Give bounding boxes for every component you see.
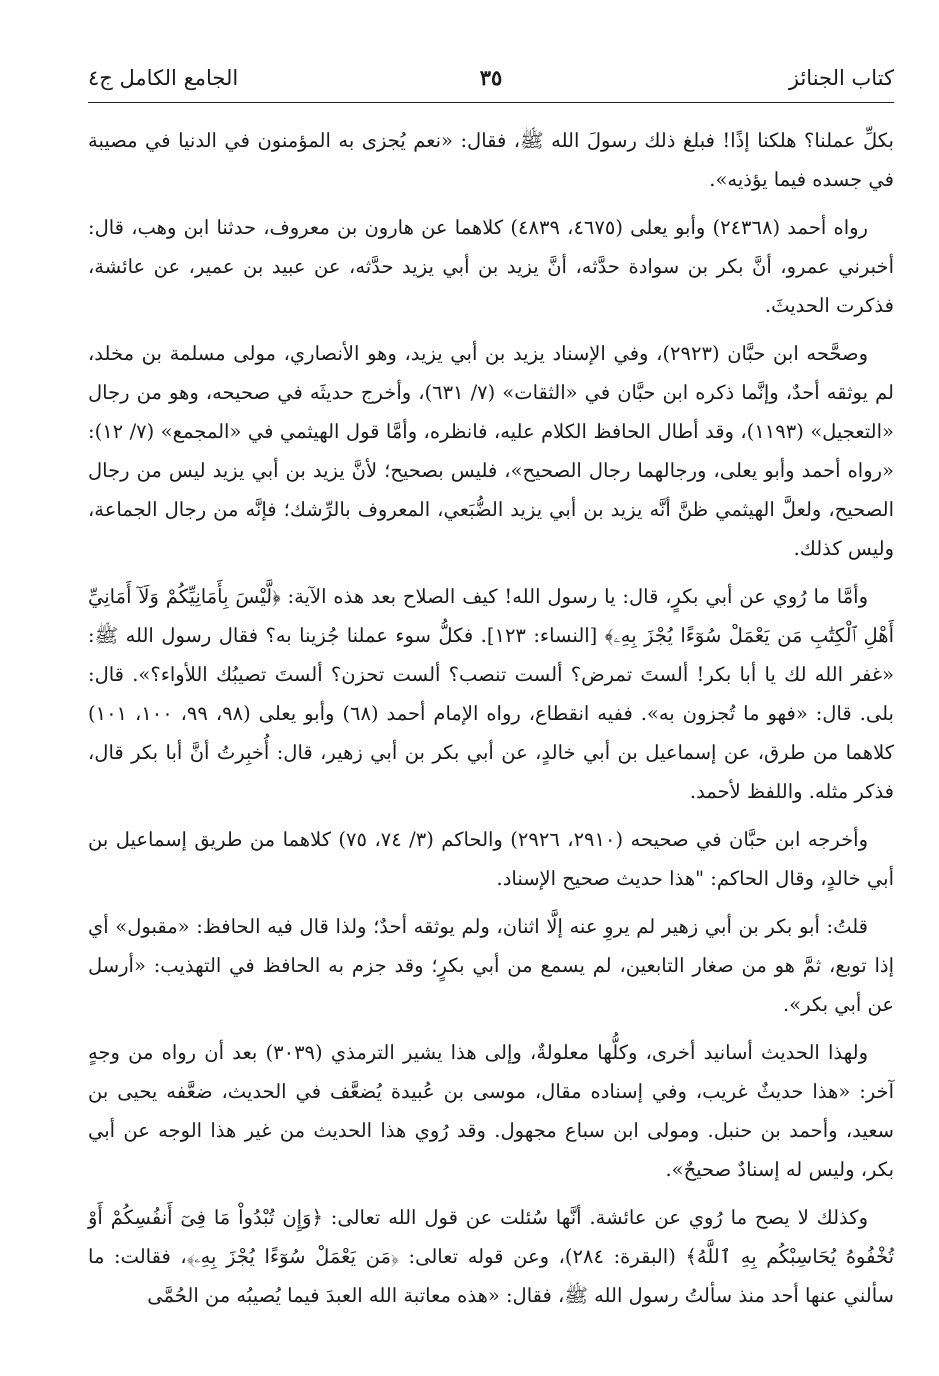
paragraph: وصحَّحه ابن حبَّان (٢٩٢٣)، وفي الإسناد يزيد بن أبي يزيد، وهو الأنصاري، مولى مسلمة بن مخلد، لم يوثقه أحدٌ، وإنَّما ذكره ابن حبَّان في «الثقات» (٧/ ٦٣١)، وأخرج حديثَه في صحيحه، وهو من رجال «التعجيل» (١١٩٣)، وقد أطال الحافظ الكلام عليه، فانظره، وأمَّا قول الهيثمي في «المجمع» (٧/ ١٢): «رواه أحمد وأبو يعلى، ورجالهما رجال الصحيح»، فليس بصحيح؛ لأنَّ يزيد بن أبي يزيد ليس من رجال الصحيح، ولعلَّ الهيثمي ظنَّ أنَّه يزيد بن أبي يزيد الضُّبَعي، المعروف بالرِّشك؛ فإنَّه من رجال الجماعة، وليس كذلك. [88, 342, 894, 560]
paragraph: ولهذا الحديث أسانيد أخرى، وكلُّها معلولةٌ، وإلى هذا يشير الترمذي (٣٠٣٩) بعد أن رواه من وجهٍ آخر: «هذا حديثٌ غريب، وفي إسناده مقال، موسى بن عُبيدة يُضعَّف في الحديث، ضعَّفه يحيى بن سعيد، وأحمد بن حنبل. ومولى ابن سباع مجهول. وقد رُوي هذا الحديث من غير هذا الوجه عن أبي بكر، وليس له إسنادٌ صحيحٌ». [88, 1041, 894, 1181]
header-rule [88, 102, 894, 103]
book-page [88, 60, 894, 1324]
paragraph: وكذلك لا يصح ما رُوي عن عائشة. أنَّها سُئلت عن قول الله تعالى: ﴿وَإِن تُبْدُواْ مَا فِىٓ أَنفُسِكُمْ أَوْ تُخْفُوهُ يُحَاسِبْكُم بِهِ ٱللَّهُ﴾ (البقرة: ٢٨٤)، وعن قوله تعالى: ﴿مَن يَعْمَلْ سُوٓءًا يُجْزَ بِهِۦ﴾، فقالت: ما سألني عنها أحد منذ سألتُ رسول الله ﷺ، فقال: «هذه معاتبة الله العبدَ فيما يُصيبُه من الحُمَّى [88, 1206, 894, 1307]
body-text [88, 121, 894, 1315]
paragraph: بكلِّ عملنا؟ هلكنا إذًا! فبلغ ذلك رسولَ الله ﷺ، فقال: «نعم يُجزى به المؤمنون في الدنيا في مصيبة في جسده فيما يؤذيه». [88, 129, 894, 191]
paragraph: قلتُ: أبو بكر بن أبي زهير لم يروِ عنه إلَّا اثنان، ولم يوثقه أحدٌ؛ ولذا قال فيه الحافظ: «مقبول» أي إذا توبع، ثمَّ هو من صغار التابعين، لم يسمع من أبي بكرٍ؛ وقد جزم به الحافظ في التهذيب: «أرسل عن أبي بكر». [88, 915, 894, 1016]
paragraph: وأخرجه ابن حبَّان في صحيحه (٢٩١٠، ٢٩٢٦) والحاكم (٣/ ٧٤، ٧٥) كلاهما من طريق إسماعيل بن أبي خالدٍ، وقال الحاكم: "هذا حديث صحيح الإسناد. [88, 828, 894, 890]
page-number: ٣٥ [479, 65, 503, 90]
paragraph: وأمَّا ما رُوي عن أبي بكرٍ، قال: يا رسول الله! كيف الصلاح بعد هذه الآية: ﴿لَّيْسَ بِأَمَانِيِّكُمْ وَلَآ أَمَانِيِّ أَهْلِ ٱلْكِتَٰبِ مَن يَعْمَلْ سُوٓءًا يُجْزَ بِهِۦ﴾ [النساء: ١٢٣]. فكلُّ سوء عملنا جُزينا به؟ فقال رسول الله ﷺ: «غفر الله لك يا أبا بكر! ألستَ تمرض؟ ألست تنصب؟ ألست تحزن؟ ألستَ تصيبُك اللأواء؟». قال: بلى. قال: «فهو ما تُجزون به». ففيه انقطاع، رواه الإمام أحمد (٦٨) وأبو يعلى (٩٨، ٩٩، ١٠٠، ١٠١) كلاهما من طرق، عن إسماعيل بن أبي خالدٍ، عن أبي بكر بن أبي زهير، قال: أُخبِرتُ أنَّ أبا بكر قال، فذكر مثله. واللفظ لأحمد. [88, 585, 894, 803]
running-header [88, 60, 894, 96]
paragraph: رواه أحمد (٢٤٣٦٨) وأبو يعلى (٤٦٧٥، ٤٨٣٩) كلاهما عن هارون بن معروف، حدثنا ابن وهب، قال: أخبرني عمرو، أنَّ بكر بن سوادة حدَّثه، أنَّ يزيد بن أبي يزيد حدَّثه، عن عبيد بن عمير، عن عائشة، فذكرت الحديثَ. [88, 216, 894, 317]
book-title: الجامع الكامل ج٤ [88, 66, 239, 90]
chapter-title: كتاب الجنائز [788, 66, 894, 90]
